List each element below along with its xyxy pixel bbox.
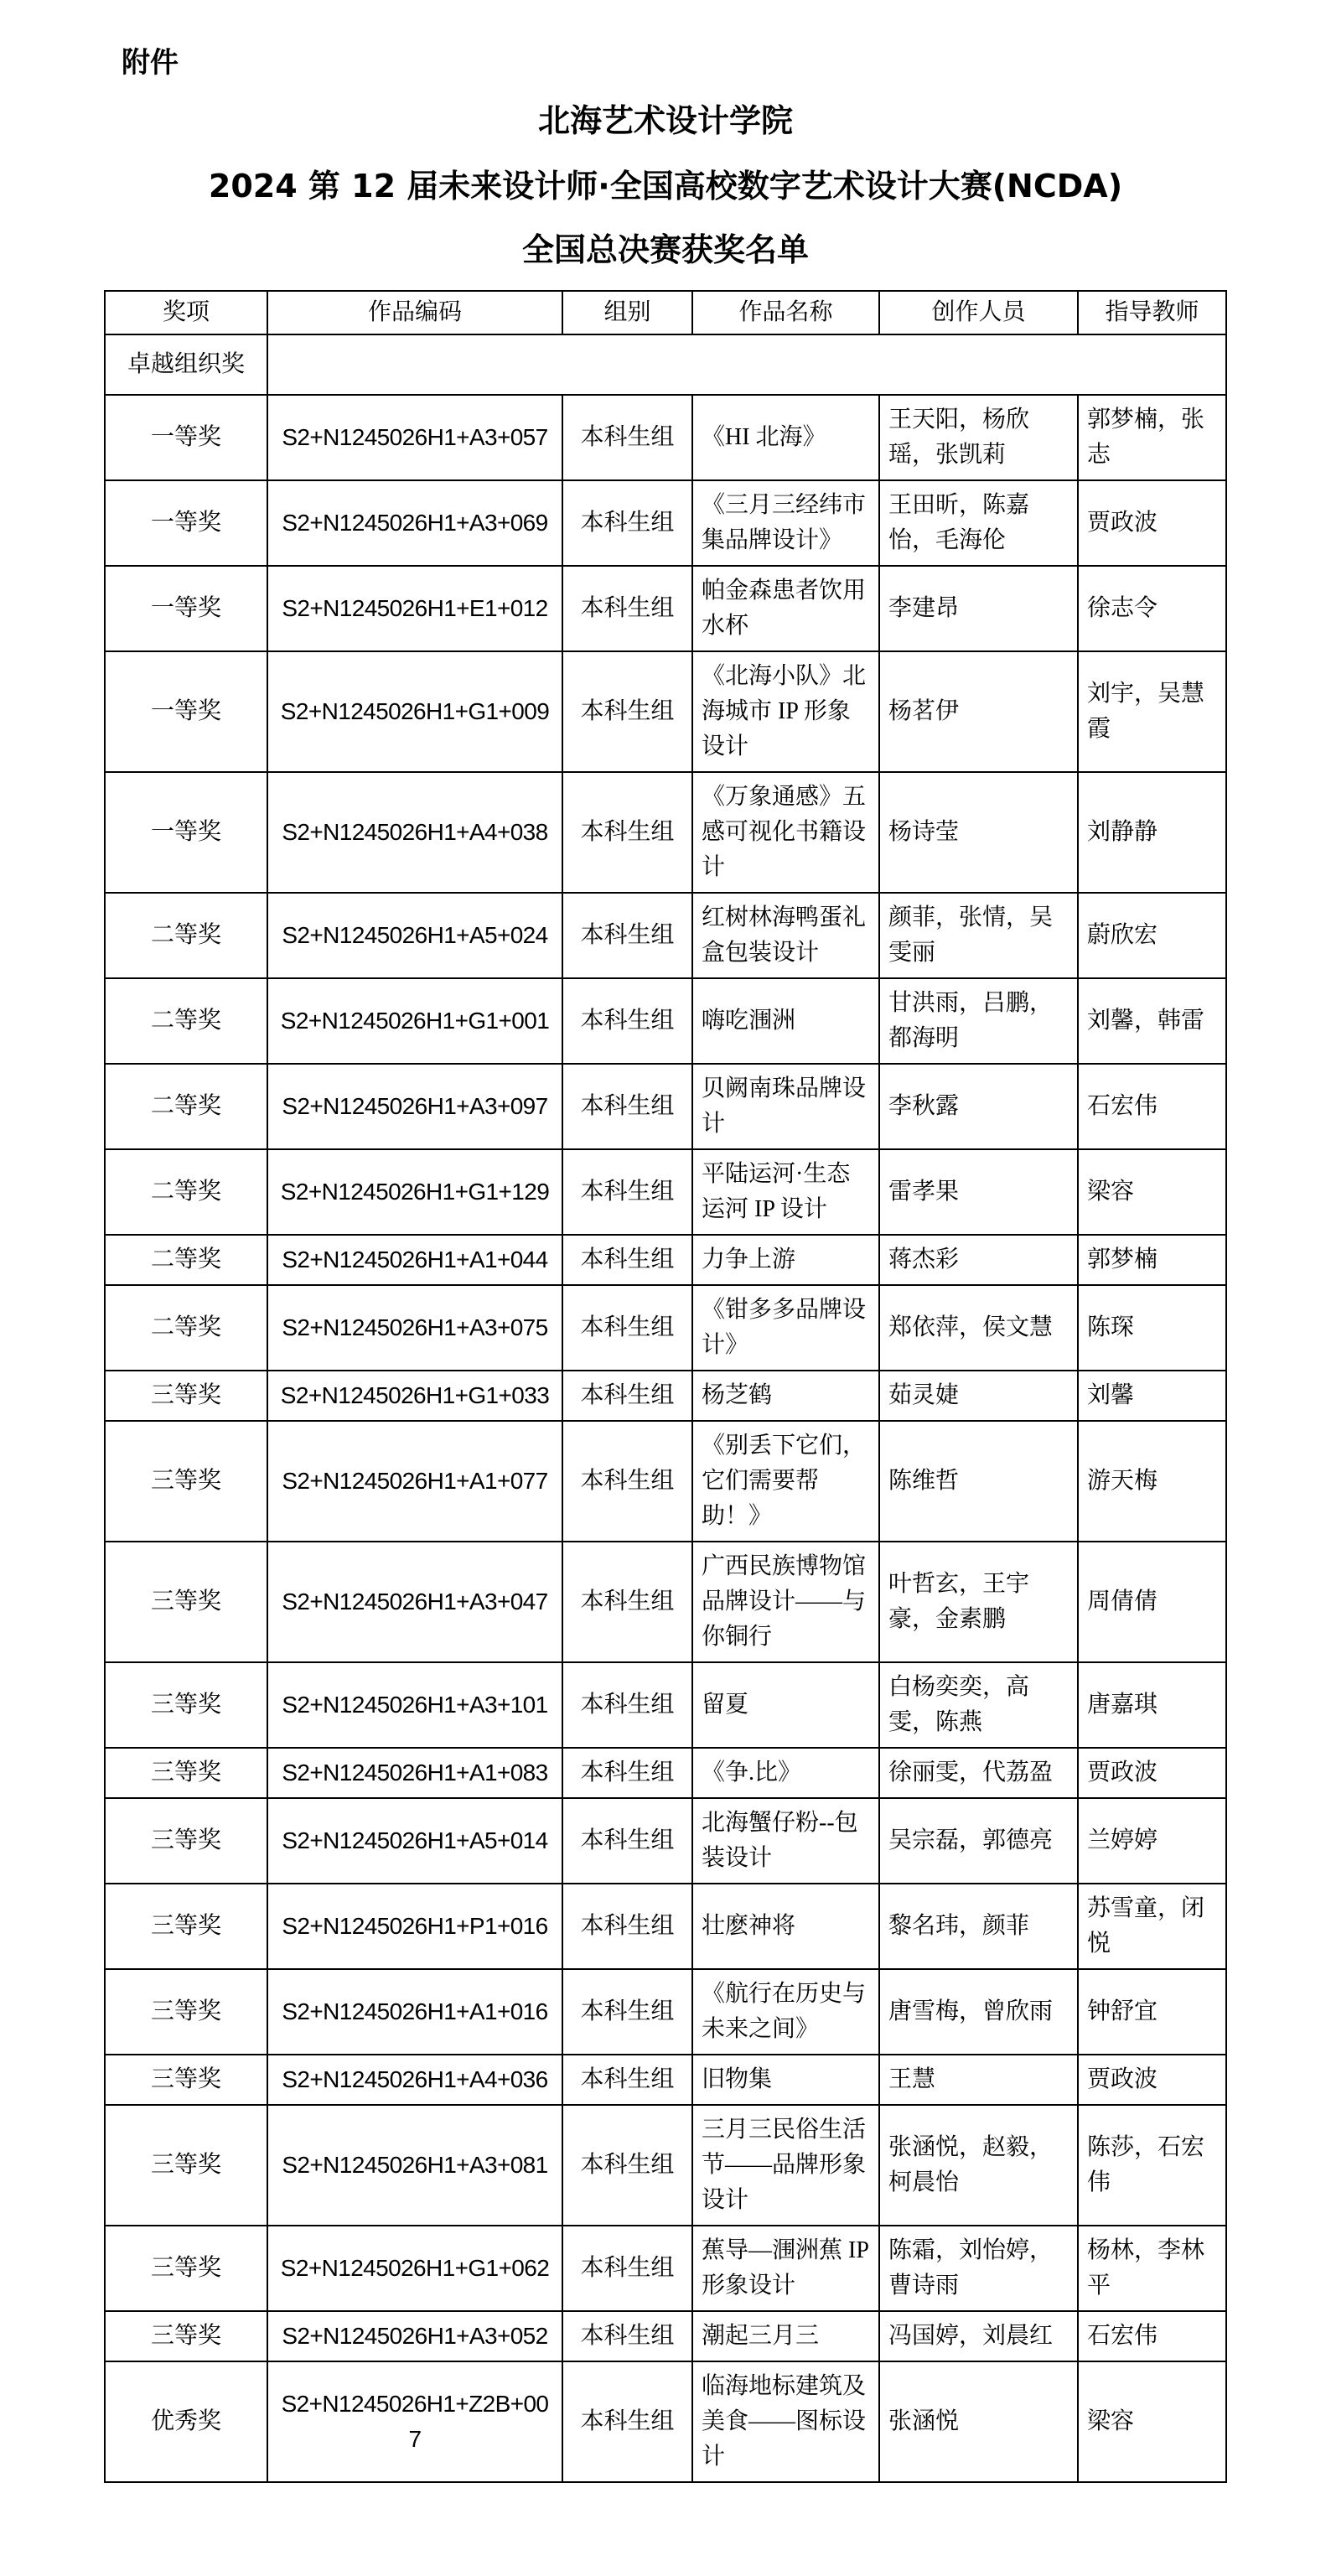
award-cell: 三等奖: [105, 1421, 267, 1542]
creators-cell: 王慧: [879, 2055, 1078, 2105]
work-code-cell: S2+N1245026H1+A1+016: [267, 1969, 562, 2055]
work-name-cell: 《航行在历史与未来之间》: [692, 1969, 879, 2055]
work-name-cell: 平陆运河·生态运河 IP 设计: [692, 1149, 879, 1235]
instructors-cell: 石宏伟: [1078, 1064, 1226, 1149]
work-name-cell: 旧物集: [692, 2055, 879, 2105]
creators-cell: 黎名玮，颜菲: [879, 1884, 1078, 1969]
instructors-cell: 苏雪童，闭悦: [1078, 1884, 1226, 1969]
work-code-cell: S2+N1245026H1+A3+052: [267, 2311, 562, 2361]
instructors-cell: 贾政波: [1078, 1748, 1226, 1798]
award-cell: 三等奖: [105, 2311, 267, 2361]
bottom-margin: [0, 2483, 1331, 2533]
group-cell: 本科生组: [562, 1969, 692, 2055]
work-name-cell: 红树林海鸭蛋礼盒包装设计: [692, 893, 879, 978]
instructors-cell: 游天梅: [1078, 1421, 1226, 1542]
table-row: [105, 1798, 1226, 1884]
award-cell: 一等奖: [105, 566, 267, 651]
award-cell: 一等奖: [105, 651, 267, 772]
group-cell: 本科生组: [562, 1798, 692, 1884]
creators-cell: 吴宗磊，郭德亮: [879, 1798, 1078, 1884]
group-cell: 本科生组: [562, 651, 692, 772]
group-cell: 本科生组: [562, 2105, 692, 2226]
creators-cell: 李建昂: [879, 566, 1078, 651]
document-title-competition: 2024 第 12 届未来设计师·全国高校数字艺术设计大赛(NCDA): [208, 167, 1123, 205]
table-row: [105, 395, 1226, 480]
work-code-cell: S2+N1245026H1+A4+036: [267, 2055, 562, 2105]
work-name-cell: 《争.比》: [692, 1748, 879, 1798]
work-name-cell: 壮麽神将: [692, 1884, 879, 1969]
table-row: [105, 893, 1226, 978]
work-name-cell: 《北海小队》北海城市 IP 形象设计: [692, 651, 879, 772]
table-row: [105, 1748, 1226, 1798]
award-cell: 三等奖: [105, 1969, 267, 2055]
work-code-cell: S2+N1245026H1+P1+016: [267, 1884, 562, 1969]
work-code-cell: S2+N1245026H1+A3+101: [267, 1662, 562, 1748]
table-row: [105, 651, 1226, 772]
award-cell: 二等奖: [105, 1285, 267, 1371]
work-code-cell: S2+N1245026H1+A1+044: [267, 1235, 562, 1285]
creators-cell: 茹灵婕: [879, 1371, 1078, 1421]
group-cell: 本科生组: [562, 1149, 692, 1235]
header-code: 作品编码: [267, 291, 562, 334]
work-name-cell: 《三月三经纬市集品牌设计》: [692, 480, 879, 566]
group-cell: 本科生组: [562, 395, 692, 480]
instructors-cell: 杨林，李林平: [1078, 2226, 1226, 2311]
creators-cell: 郑依萍，侯文慧: [879, 1285, 1078, 1371]
table-row: [105, 1542, 1226, 1662]
creators-cell: 颜菲，张情，吴雯丽: [879, 893, 1078, 978]
creators-cell: 徐丽雯，代荔盈: [879, 1748, 1078, 1798]
work-code-cell: S2+N1245026H1+A3+075: [267, 1285, 562, 1371]
work-code-cell: S2+N1245026H1+G1+033: [267, 1371, 562, 1421]
work-code-cell: S2+N1245026H1+Z2B+007: [267, 2361, 562, 2482]
group-cell: 本科生组: [562, 772, 692, 893]
work-name-cell: 临海地标建筑及美食——图标设计: [692, 2361, 879, 2482]
group-cell: 本科生组: [562, 1748, 692, 1798]
work-name-cell: 三月三民俗生活节——品牌形象设计: [692, 2105, 879, 2226]
header-group: 组别: [562, 291, 692, 334]
work-code-cell: S2+N1245026H1+G1+001: [267, 978, 562, 1064]
award-cell: 二等奖: [105, 893, 267, 978]
table-row: [105, 1969, 1226, 2055]
work-code-cell: S2+N1245026H1+G1+009: [267, 651, 562, 772]
table-row: [105, 1064, 1226, 1149]
awards-table-body: [105, 291, 1226, 2482]
award-cell: 三等奖: [105, 1662, 267, 1748]
creators-cell: 陈维哲: [879, 1421, 1078, 1542]
award-cell: 二等奖: [105, 978, 267, 1064]
work-code-cell: S2+N1245026H1+A5+014: [267, 1798, 562, 1884]
work-name-cell: 《别丢下它们，它们需要帮助！》: [692, 1421, 879, 1542]
header-award: 奖项: [105, 291, 267, 334]
award-cell: 二等奖: [105, 1064, 267, 1149]
creators-cell: 杨茗伊: [879, 651, 1078, 772]
group-cell: 本科生组: [562, 1371, 692, 1421]
document-title-school: 北海艺术设计学院: [537, 102, 793, 139]
table-header-row: [105, 291, 1226, 334]
table-row: [105, 566, 1226, 651]
org-award-cell: 卓越组织奖: [105, 334, 267, 395]
instructors-cell: 刘馨，韩雷: [1078, 978, 1226, 1064]
group-cell: 本科生组: [562, 566, 692, 651]
award-cell: 三等奖: [105, 1884, 267, 1969]
table-row: [105, 2226, 1226, 2311]
group-cell: 本科生组: [562, 1064, 692, 1149]
award-cell: 优秀奖: [105, 2361, 267, 2482]
instructors-cell: 刘静静: [1078, 772, 1226, 893]
table-row: [105, 2311, 1226, 2361]
awards-table: [104, 290, 1227, 2483]
work-name-cell: 《HI 北海》: [692, 395, 879, 480]
table-row: [105, 1884, 1226, 1969]
instructors-cell: 陈琛: [1078, 1285, 1226, 1371]
table-row: [105, 2361, 1226, 2482]
work-code-cell: S2+N1245026H1+A3+069: [267, 480, 562, 566]
award-cell: 三等奖: [105, 1748, 267, 1798]
instructors-cell: 徐志令: [1078, 566, 1226, 651]
table-row: [105, 1662, 1226, 1748]
group-cell: 本科生组: [562, 1235, 692, 1285]
work-name-cell: 留夏: [692, 1662, 879, 1748]
award-cell: 一等奖: [105, 480, 267, 566]
work-code-cell: S2+N1245026H1+A3+057: [267, 395, 562, 480]
group-cell: 本科生组: [562, 1421, 692, 1542]
work-code-cell: S2+N1245026H1+E1+012: [267, 566, 562, 651]
instructors-cell: 梁容: [1078, 2361, 1226, 2482]
group-cell: 本科生组: [562, 2055, 692, 2105]
work-name-cell: 杨芝鹤: [692, 1371, 879, 1421]
creators-cell: 陈霜，刘怡婷，曹诗雨: [879, 2226, 1078, 2311]
creators-cell: 蒋杰彩: [879, 1235, 1078, 1285]
group-cell: 本科生组: [562, 978, 692, 1064]
work-code-cell: S2+N1245026H1+A5+024: [267, 893, 562, 978]
group-cell: 本科生组: [562, 2226, 692, 2311]
creators-cell: 杨诗莹: [879, 772, 1078, 893]
work-code-cell: S2+N1245026H1+A3+047: [267, 1542, 562, 1662]
award-cell: 三等奖: [105, 1542, 267, 1662]
org-award-row: [105, 334, 1226, 395]
creators-cell: 甘洪雨，吕鹏，都海明: [879, 978, 1078, 1064]
group-cell: 本科生组: [562, 1285, 692, 1371]
award-cell: 三等奖: [105, 1798, 267, 1884]
award-cell: 一等奖: [105, 395, 267, 480]
work-code-cell: S2+N1245026H1+G1+129: [267, 1149, 562, 1235]
instructors-cell: 钟舒宜: [1078, 1969, 1226, 2055]
group-cell: 本科生组: [562, 1662, 692, 1748]
document-title-awards-list: 全国总决赛获奖名单: [521, 231, 809, 268]
table-row: [105, 1149, 1226, 1235]
creators-cell: 唐雪梅，曾欣雨: [879, 1969, 1078, 2055]
instructors-cell: 郭梦楠，张志: [1078, 395, 1226, 480]
instructors-cell: 贾政波: [1078, 480, 1226, 566]
work-name-cell: 北海蟹仔粉--包装设计: [692, 1798, 879, 1884]
instructors-cell: 郭梦楠: [1078, 1235, 1226, 1285]
instructors-cell: 唐嘉琪: [1078, 1662, 1226, 1748]
instructors-cell: 刘宇，吴慧霞: [1078, 651, 1226, 772]
group-cell: 本科生组: [562, 480, 692, 566]
work-name-cell: 广西民族博物馆品牌设计——与你铜行: [692, 1542, 879, 1662]
instructors-cell: 贾政波: [1078, 2055, 1226, 2105]
work-code-cell: S2+N1245026H1+A4+038: [267, 772, 562, 893]
creators-cell: 张涵悦: [879, 2361, 1078, 2482]
creators-cell: 李秋露: [879, 1064, 1078, 1149]
table-row: [105, 2055, 1226, 2105]
group-cell: 本科生组: [562, 893, 692, 978]
instructors-cell: 兰婷婷: [1078, 1798, 1226, 1884]
award-cell: 二等奖: [105, 1235, 267, 1285]
table-row: [105, 772, 1226, 893]
group-cell: 本科生组: [562, 1884, 692, 1969]
work-name-cell: 潮起三月三: [692, 2311, 879, 2361]
work-name-cell: 《钳多多品牌设计》: [692, 1285, 879, 1371]
table-row: [105, 1371, 1226, 1421]
header-creators: 创作人员: [879, 291, 1078, 334]
work-code-cell: S2+N1245026H1+A1+083: [267, 1748, 562, 1798]
work-name-cell: 《万象通感》五感可视化书籍设计: [692, 772, 879, 893]
work-code-cell: S2+N1245026H1+A1+077: [267, 1421, 562, 1542]
award-cell: 三等奖: [105, 2105, 267, 2226]
creators-cell: 王田昕，陈嘉怡，毛海伦: [879, 480, 1078, 566]
work-name-cell: 贝阙南珠品牌设计: [692, 1064, 879, 1149]
instructors-cell: 梁容: [1078, 1149, 1226, 1235]
creators-cell: 张涵悦，赵毅，柯晨怡: [879, 2105, 1078, 2226]
instructors-cell: 刘馨: [1078, 1371, 1226, 1421]
work-name-cell: 帕金森患者饮用水杯: [692, 566, 879, 651]
award-cell: 一等奖: [105, 772, 267, 893]
table-row: [105, 1235, 1226, 1285]
creators-cell: 冯国婷，刘晨红: [879, 2311, 1078, 2361]
instructors-cell: 周倩倩: [1078, 1542, 1226, 1662]
table-row: [105, 978, 1226, 1064]
award-cell: 三等奖: [105, 1371, 267, 1421]
award-cell: 三等奖: [105, 2055, 267, 2105]
work-name-cell: 力争上游: [692, 1235, 879, 1285]
org-award-empty-cell: [267, 334, 1226, 395]
instructors-cell: 蔚欣宏: [1078, 893, 1226, 978]
title-block: [0, 104, 1331, 267]
work-code-cell: S2+N1245026H1+A3+097: [267, 1064, 562, 1149]
table-row: [105, 2105, 1226, 2226]
work-code-cell: S2+N1245026H1+A3+081: [267, 2105, 562, 2226]
group-cell: 本科生组: [562, 1542, 692, 1662]
work-name-cell: 嗨吃涠洲: [692, 978, 879, 1064]
attachment-label: 附件: [122, 46, 179, 80]
creators-cell: 叶哲玄，王宇豪，金素鹏: [879, 1542, 1078, 1662]
header-work: 作品名称: [692, 291, 879, 334]
award-cell: 二等奖: [105, 1149, 267, 1235]
work-name-cell: 蕉导—涠洲蕉 IP 形象设计: [692, 2226, 879, 2311]
group-cell: 本科生组: [562, 2361, 692, 2482]
award-cell: 三等奖: [105, 2226, 267, 2311]
work-code-cell: S2+N1245026H1+G1+062: [267, 2226, 562, 2311]
header-teachers: 指导教师: [1078, 291, 1226, 334]
creators-cell: 雷孝果: [879, 1149, 1078, 1235]
group-cell: 本科生组: [562, 2311, 692, 2361]
creators-cell: 王天阳，杨欣瑶，张凯莉: [879, 395, 1078, 480]
table-row: [105, 1285, 1226, 1371]
instructors-cell: 石宏伟: [1078, 2311, 1226, 2361]
table-row: [105, 1421, 1226, 1542]
creators-cell: 白杨奕奕，高雯，陈燕: [879, 1662, 1078, 1748]
table-row: [105, 480, 1226, 566]
instructors-cell: 陈莎，石宏伟: [1078, 2105, 1226, 2226]
